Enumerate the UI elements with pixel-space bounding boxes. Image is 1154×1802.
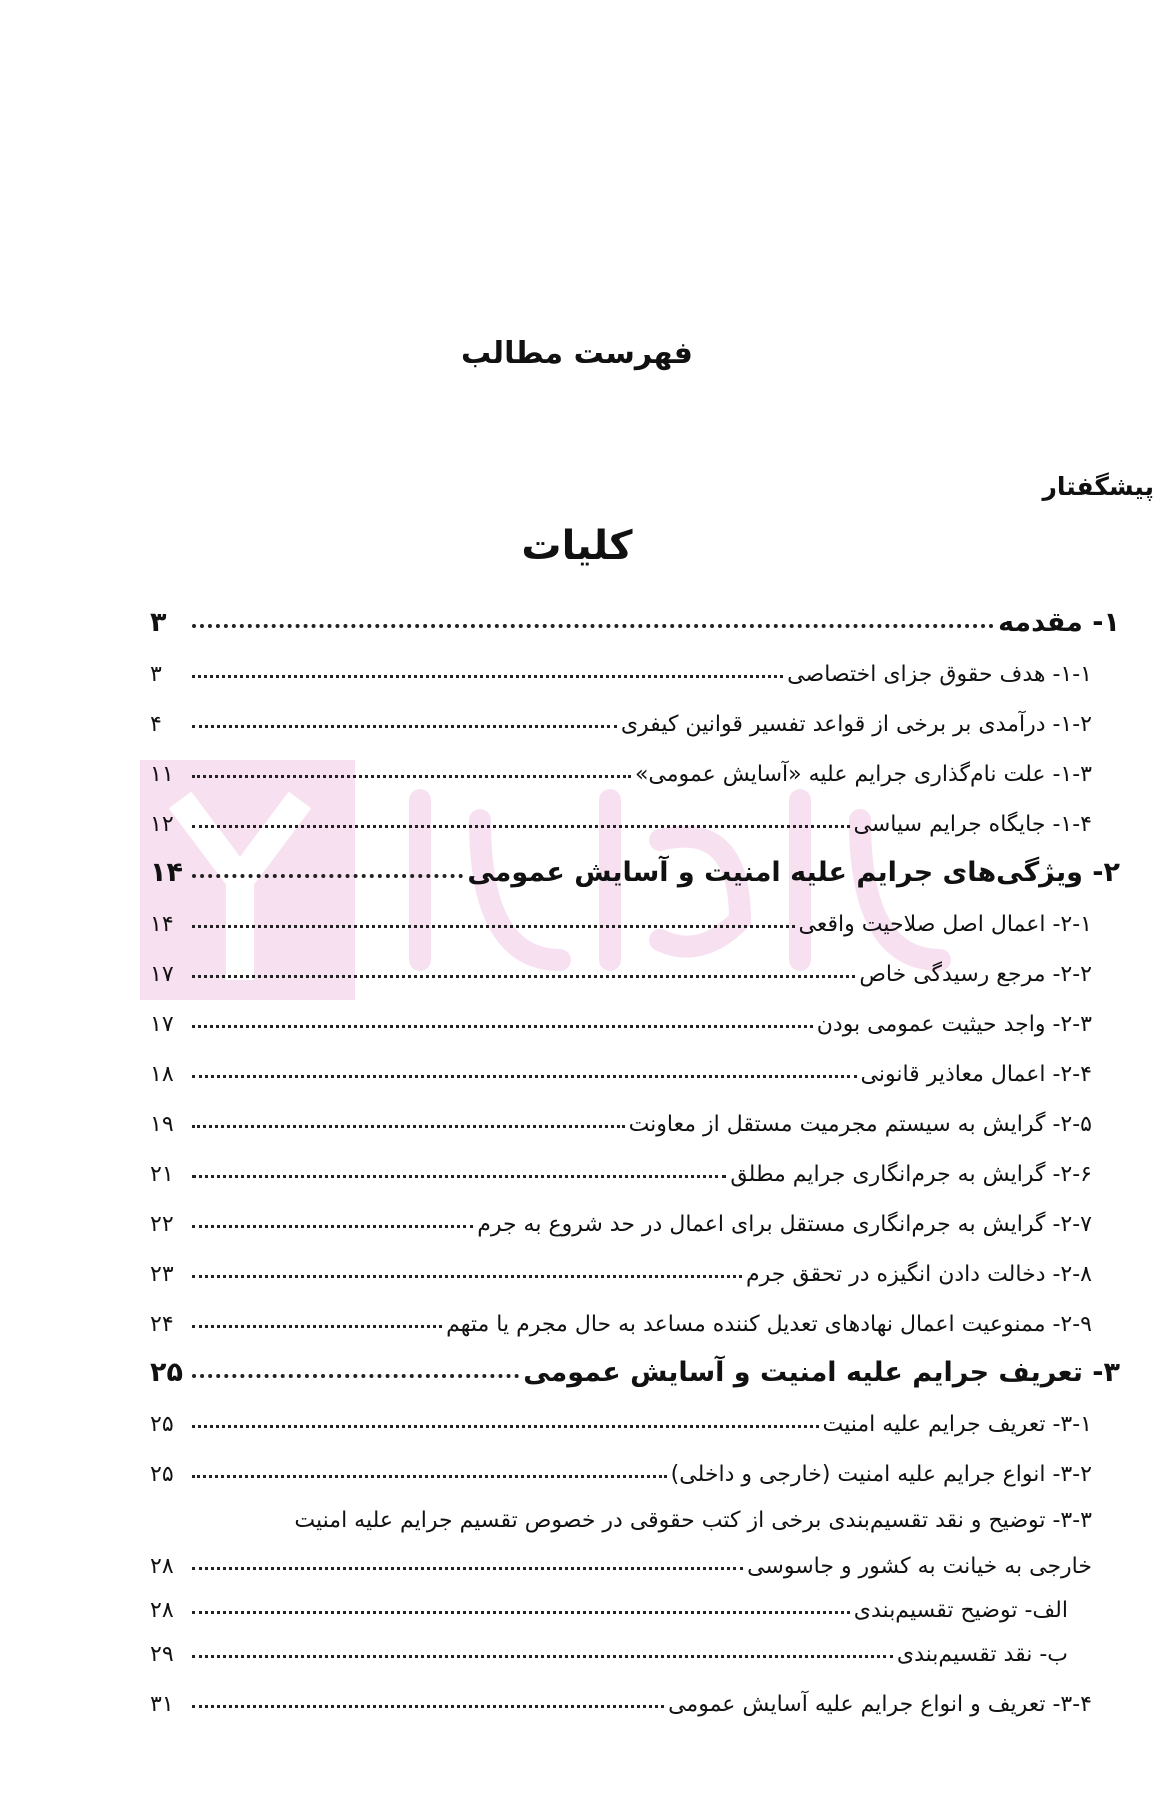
- toc-entry[interactable]: [150, 840, 1120, 890]
- toc-entry-label: ۳-۴- تعریف و انواع جرایم علیه آسایش عمومی: [668, 1692, 1092, 1717]
- toc-entry-page: ۲۵: [150, 1357, 183, 1388]
- dot-leader: [192, 925, 795, 928]
- toc-entry[interactable]: [150, 790, 1120, 840]
- toc-entry-page: ۱۸: [150, 1062, 174, 1087]
- toc-entry-label: ۲-۱- اعمال اصل صلاحیت واقعی: [798, 912, 1092, 937]
- dot-leader: [192, 1275, 742, 1278]
- toc-entry-label: ۲-۸- دخالت دادن انگیزه در تحقق جرم: [745, 1262, 1092, 1287]
- preface-heading: پیشگفتار: [1042, 472, 1154, 501]
- dot-leader: [192, 825, 850, 828]
- dot-leader: [192, 1225, 473, 1228]
- toc-entry-label: ۲-۲- مرجع رسیدگی خاص: [859, 962, 1092, 987]
- toc-entry-page: ۳۱: [150, 1692, 174, 1717]
- toc-entry[interactable]: [150, 1240, 1120, 1290]
- toc-entry-label: ۲-۹- ممنوعیت اعمال نهادهای تعدیل کننده مساعد به حال مجرم یا متهم: [446, 1312, 1092, 1337]
- toc-entry-label: ۳-۱- تعریف جرایم علیه امنیت: [822, 1412, 1092, 1437]
- toc-entry[interactable]: [150, 1290, 1120, 1340]
- toc-entry[interactable]: [150, 1582, 1120, 1626]
- toc-entry-page: ۳: [150, 607, 167, 638]
- dot-leader: [192, 1125, 625, 1128]
- toc-entry-page: ۲۸: [150, 1554, 174, 1579]
- toc-entry-label: ۲- ویژگی‌های جرایم علیه امنیت و آسایش عمومی: [467, 857, 1120, 888]
- toc-entry-page: ۲۵: [150, 1412, 174, 1437]
- toc-entry[interactable]: [150, 890, 1120, 940]
- toc-entry-page: ۲۱: [150, 1162, 174, 1187]
- toc-entry[interactable]: [150, 990, 1120, 1040]
- toc-entry-label: ۲-۷- گرایش به جرم‌انگاری مستقل برای اعمال در حد شروع به جرم: [477, 1212, 1092, 1237]
- dot-leader: [192, 1425, 819, 1428]
- toc-entry[interactable]: [150, 1190, 1120, 1240]
- toc-entry-page: [258, 1532, 294, 1536]
- toc-entry[interactable]: [150, 1440, 1120, 1490]
- toc-entry-label: خارجی به خیانت به کشور و جاسوسی: [747, 1554, 1092, 1579]
- toc-entry-label: ۳- تعریف جرایم علیه امنیت و آسایش عمومی: [523, 1357, 1120, 1388]
- dot-leader: [192, 1075, 857, 1078]
- toc-entry[interactable]: [150, 1040, 1120, 1090]
- toc-entry[interactable]: [150, 1390, 1120, 1440]
- toc-entry-page: ۱۱: [150, 762, 174, 787]
- toc-entry-page: ۲۴: [150, 1312, 174, 1337]
- dot-leader: [192, 975, 855, 978]
- toc-entry-label: ۳-۳- توضیح و نقد تقسیم‌بندی برخی از کتب حقوقی در خصوص تقسیم جرایم علیه امنیت: [294, 1508, 1092, 1533]
- toc-entry[interactable]: [150, 640, 1120, 690]
- toc-entry[interactable]: [150, 1340, 1120, 1390]
- toc-entry-page: ۲۳: [150, 1262, 174, 1287]
- toc-entry-page: ۱۴: [150, 912, 174, 937]
- dot-leader: [192, 1655, 893, 1658]
- toc-entry-label: ۲-۶- گرایش به جرم‌انگاری جرایم مطلق: [730, 1162, 1092, 1187]
- toc-entry-page: ۱۴: [150, 857, 183, 888]
- toc-entry-page: ۱۷: [150, 1012, 174, 1037]
- dot-leader: [192, 1611, 850, 1614]
- toc-entry-page: ۱۲: [150, 812, 174, 837]
- toc-entry[interactable]: [150, 1490, 1120, 1536]
- dot-leader: [192, 775, 631, 778]
- toc-entry[interactable]: [150, 690, 1120, 740]
- table-of-contents: [150, 590, 1120, 1720]
- dot-leader: [192, 1025, 813, 1028]
- section-heading: کلیات: [521, 523, 633, 569]
- toc-entry-label: ۱-۱- هدف حقوق جزای اختصاصی: [787, 662, 1092, 687]
- toc-entry[interactable]: [150, 940, 1120, 990]
- dot-leader: [192, 1567, 743, 1570]
- toc-entry[interactable]: [150, 590, 1120, 640]
- dot-leader: [192, 675, 783, 678]
- toc-entry-page: ۱۷: [150, 962, 174, 987]
- toc-entry[interactable]: [150, 1670, 1120, 1720]
- dot-leader: [192, 725, 617, 728]
- toc-entry-page: ۱۹: [150, 1112, 174, 1137]
- toc-entry-label: الف- توضیح تقسیم‌بندی: [853, 1598, 1068, 1623]
- toc-entry-label: ۲-۴- اعمال معاذیر قانونی: [860, 1062, 1092, 1087]
- toc-entry-page: ۲۹: [150, 1642, 174, 1667]
- toc-entry-page: ۲۸: [150, 1598, 174, 1623]
- dot-leader: [192, 1374, 519, 1378]
- toc-entry-label: ۱- مقدمه: [998, 607, 1120, 638]
- toc-entry-page: ۳: [150, 662, 162, 687]
- dot-leader: [192, 624, 994, 628]
- dot-leader: [192, 1705, 664, 1708]
- dot-leader: [192, 1475, 667, 1478]
- toc-entry-label: ۳-۲- انواع جرایم علیه امنیت (خارجی و داخلی): [670, 1462, 1092, 1487]
- toc-entry-label: ۱-۲- درآمدی بر برخی از قواعد تفسیر قوانین کیفری: [620, 712, 1092, 737]
- toc-entry[interactable]: [150, 1090, 1120, 1140]
- dot-leader: [192, 874, 463, 878]
- toc-entry-label: ۱-۳- علت نام‌گذاری جرایم علیه «آسایش عمومی»: [634, 762, 1092, 787]
- toc-entry[interactable]: [150, 1536, 1120, 1582]
- toc-entry[interactable]: [150, 1140, 1120, 1190]
- toc-entry-label: ۲-۳- واجد حیثیت عمومی بودن: [816, 1012, 1092, 1037]
- toc-entry-label: ۲-۵- گرایش به سیستم مجرمیت مستقل از معاونت: [628, 1112, 1092, 1137]
- dot-leader: [192, 1325, 442, 1328]
- toc-entry[interactable]: [150, 740, 1120, 790]
- toc-entry-page: ۲۲: [150, 1212, 174, 1237]
- toc-entry-page: ۲۵: [150, 1462, 174, 1487]
- toc-entry[interactable]: [150, 1626, 1120, 1670]
- dot-leader: [192, 1175, 726, 1178]
- page-title: فهرست مطالب: [461, 336, 693, 371]
- toc-entry-page: ۴: [150, 712, 162, 737]
- toc-entry-label: ۱-۴- جایگاه جرایم سیاسی: [853, 812, 1092, 837]
- toc-entry-label: ب- نقد تقسیم‌بندی: [896, 1642, 1068, 1667]
